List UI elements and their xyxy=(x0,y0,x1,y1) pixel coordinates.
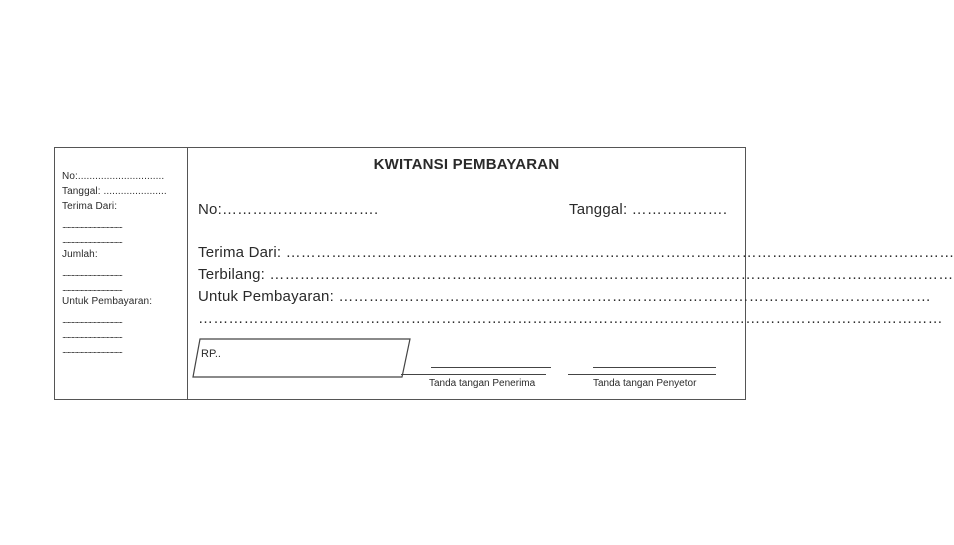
main-terbilang: Terbilang: ……………………………………………………………………………………………………………………… xyxy=(198,266,954,283)
stub-dotted-line: .............................................. xyxy=(62,268,122,278)
main-untuk-pembayaran: Untuk Pembayaran: ……………………………………………………………………………………………………… xyxy=(198,288,932,305)
stub-jumlah: Jumlah: xyxy=(62,249,98,260)
stub-dotted-line: .............................................. xyxy=(62,345,122,355)
stub-dotted-line: .............................................. xyxy=(62,220,122,230)
stub-tanggal: Tanggal: ...................... xyxy=(62,186,167,197)
receipt-form xyxy=(54,147,954,400)
signature-label-penerima: Tanda tangan Penerima xyxy=(429,378,536,389)
receipt-stub xyxy=(55,148,188,399)
stub-terima-dari: Terima Dari: xyxy=(62,201,118,212)
rp-amount-label: RP.. xyxy=(201,348,221,360)
main-no: No:…………………………. xyxy=(198,201,379,218)
signature-line-penyetor-lower xyxy=(568,374,716,375)
main-tanggal: Tanggal: ………………. xyxy=(569,201,728,218)
stub-dotted-line: .............................................. xyxy=(62,235,122,245)
main-terima-dari: Terima Dari: …………………………………………………………………………………………………………………… xyxy=(198,244,954,261)
signature-line-penyetor xyxy=(593,367,716,368)
stub-dotted-line: .............................................. xyxy=(62,315,122,325)
stub-dotted-line: .............................................. xyxy=(62,283,122,293)
signature-label-penyetor: Tanda tangan Penyetor xyxy=(593,378,697,389)
stub-untuk-pembayaran: Untuk Pembayaran: xyxy=(62,296,153,307)
receipt-main xyxy=(188,148,954,399)
amount-box xyxy=(192,338,412,380)
stub-no: No:.............................. xyxy=(62,171,165,182)
main-dotted-line: ………………………………………………………………………………………………………………………………… xyxy=(198,310,943,327)
signature-line-penerima-lower xyxy=(401,374,546,375)
signature-line-penerima xyxy=(431,367,551,368)
stub-dotted-line: .............................................. xyxy=(62,330,122,340)
receipt-title: KWITANSI PEMBAYARAN xyxy=(373,156,560,173)
